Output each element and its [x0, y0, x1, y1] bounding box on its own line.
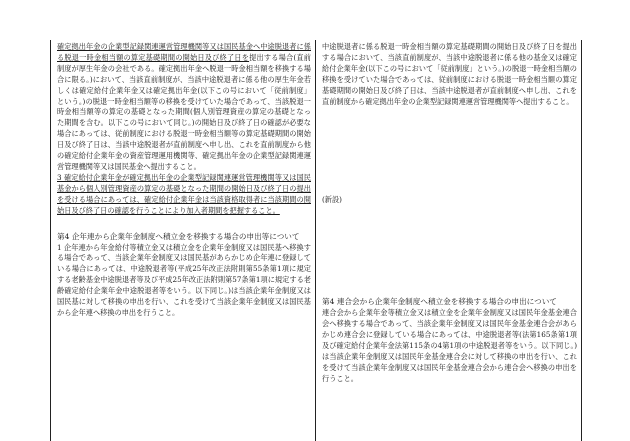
left-paragraph-4: 1 企年連から年金給付等積立金又は積立金を企業年金制度又は国民基へ移換する場合であって、当該企業年金制度又は国民基があらかじめ企年連に登録している場合にあっては、中途脱退者等(平成25年改正法附則第55条第1項に規定する老齢基金中途脱退者等及び平成25年改正法附則第57条第1項に規定する老齢確定給付企業年金中途脱退者等をいう。以下同じ。)は当該企業年金制度又は国民基に対して移換の申出を行い、これを受けて当該企業年金制度又は国民基から企年連へ移換の申出を行うこと。: [57, 242, 311, 317]
right-paragraph-1: 中途脱退者に係る脱退一時金相当額の算定基礎期間の開始日及び終了日を提出する場合において、当該直前制度が、当該中途脱退者に係る他の基金又は確定給付企業年金(以下この号において「従前制度」という。)の脱退一時金相当額の移換を受けていた場合であっては、従前制度における脱退一時金相当額の算定基礎期間の開始日及び終了日は、当該中途脱退者が直前制度へ申し出、これを直前制度から確定拠出年金の企業型記録関連運営管理機関等へ提出すること。: [322, 42, 577, 106]
left-section-heading: 第4 企年連から企業年金制度へ積立金を移換する場合の申出等について: [57, 231, 300, 241]
right-paragraph-4: 連合会から企業年金等積立金又は積立金を企業年金制度又は国民年金基金連合会へ移換する場合であって、当該企業年金制度又は国民年金基金連合会があらかじめ連合会に登録している場合にあっては、中途脱退者等(法第165条第1項及び確定給付企業年金法第115条の4第1項の中途脱退者等をいう。以下同じ。)は当該企業年金制度又は国民年金基金連合会に対して移換の申出を行い、これを受けて当該企業年金制度又は国民年金基金連合会から連合会へ移換の申出を行うこと。: [322, 308, 577, 383]
comparison-table: [50, 40, 582, 441]
revised-text-column: [51, 40, 316, 441]
right-new-label: (新設): [322, 195, 342, 205]
left-paragraph-1-body: 提出する場合(直前制度が厚生年金の会社である。確定拠出年金へ脱退一時金相当額を移換する場合に限る。)において、当該直前制度が、当該中途脱退者に係る他の厚生年金若しくは確定給付企業年金又は確定拠出年金(以下この号において「従前制度」という。)の脱退一時金相当額等の移換を受けていた場合であって、当該脱退一時金相当額等の算定の基礎となった期間(個人別管理資産の算定の基礎となった期間を含む。以下この号において同じ。)の開始日及び終了日の確認が必要な場合にあっては、従前制度における脱退一時金相当額等の算定基礎期間の開始日及び終了日は、当該中途脱退者が直前制度へ申し出、これを直前制度から他の確定給付企業年金の資産管理運用機関等、確定拠出年金の企業型記録関連運営管理機関等又は国民基金へ提出すること。: [57, 52, 311, 171]
left-paragraph-1-lead: 確定拠出年金の企業型記録関連運営管理機関等又は国民基金へ中途脱退者に係る脱退一時金相当額の算定基礎期間の開始日及び終了日を: [57, 42, 311, 62]
left-paragraph-3: 3 確定給付企業年金が確定拠出年金の企業型記録関連運営管理機関等又は国民基金から個人別管理資産の算定の基礎となった期間の開始日及び終了日の提出を受ける場合にあっては、確定給付企業年金は当該資格取得者に当該期間の開始日及び終了日の確認を行うことにより加入者期間を把握すること。: [57, 172, 311, 215]
right-spacer-bottom: [322, 206, 577, 294]
right-spacer-top: [322, 107, 577, 195]
current-text-column: [316, 40, 581, 441]
right-section-heading: 第4 連合会から企業年金制度へ積立金を移換する場合の申出について: [322, 297, 557, 307]
left-paragraph-1: [57, 42, 311, 173]
left-spacer: [57, 217, 311, 229]
